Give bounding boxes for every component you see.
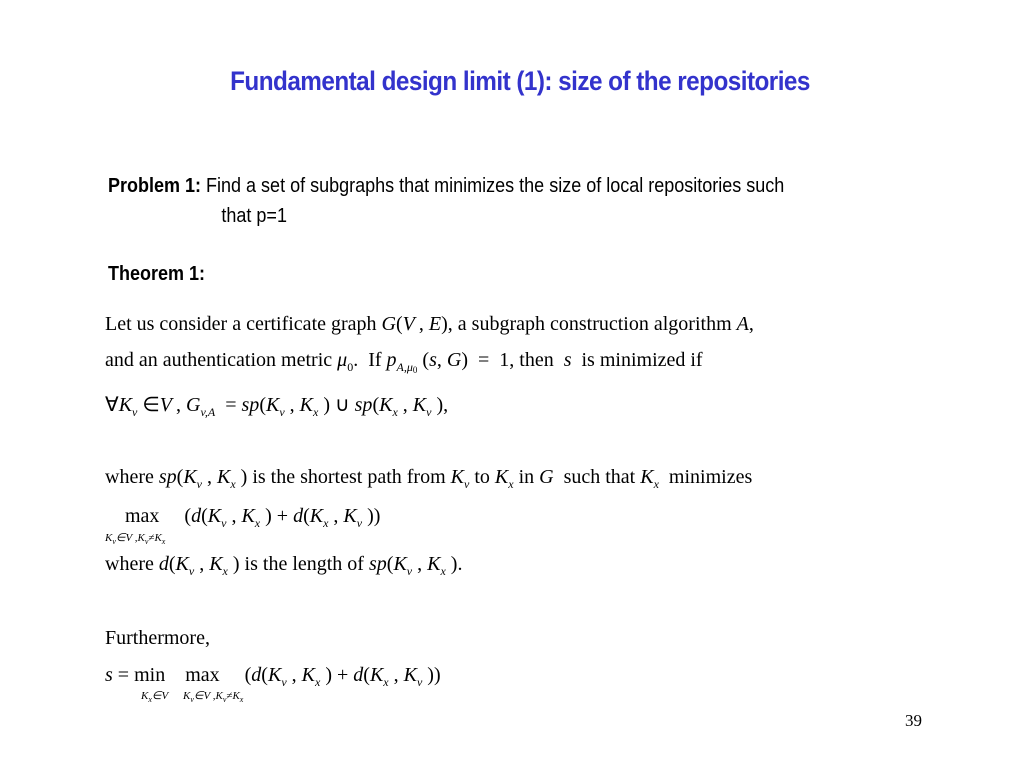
where-text: to bbox=[474, 466, 490, 488]
math-expression: G(V , E), bbox=[381, 313, 453, 335]
problem-label: Problem 1: bbox=[108, 175, 202, 197]
math-expression: $K_v$ bbox=[450, 466, 470, 491]
math-expression: $K_x$ bbox=[640, 466, 659, 491]
theorem-label: Theorem 1: bbox=[108, 263, 206, 285]
theorem-line-1 bbox=[105, 313, 754, 336]
math-expression: A, bbox=[736, 313, 754, 335]
theorem-text: If bbox=[368, 349, 382, 371]
math-expression: $d(K_v$ , $K_x$ ) bbox=[158, 553, 240, 578]
problem-text-line1: Find a set of subgraphs that minimizes the size of local repositories such bbox=[206, 175, 785, 197]
math-expression: G bbox=[539, 466, 554, 488]
math-expression: $sp(K_v$ , $K_x$ ) bbox=[158, 466, 248, 491]
min-subscript: $K_x\in V$ bbox=[141, 690, 169, 705]
theorem-text: Let us consider a certificate graph bbox=[105, 313, 377, 335]
final-formula bbox=[105, 664, 441, 690]
math-expression: $sp(K_v$ , $K_x$ ). bbox=[368, 553, 463, 578]
max-formula-1 bbox=[125, 505, 380, 531]
slide-title: Fundamental design limit (1): size of the repositories bbox=[230, 66, 810, 96]
where-line-2 bbox=[105, 553, 462, 579]
max-subscript-1: $K_v\in V$ $,K_v\ne K_x$ bbox=[105, 532, 166, 547]
math-expression: max ($d(K_v$ , $K_x$ ) + $d(K_x$ , $K_v$ )) bbox=[125, 505, 381, 530]
where-line-1 bbox=[105, 466, 752, 492]
math-expression: $\forall K_v$ ∈V , $G_{v,A} = sp(K_v$ , $K_x$ ) ∪ $sp(K_x$ , $K_v$ ), bbox=[105, 394, 449, 419]
where-text: such that bbox=[563, 466, 636, 488]
math-expression: $p_{A,\mu 0}$ (s, G) = bbox=[386, 349, 495, 375]
theorem-text: is minimized if bbox=[581, 349, 703, 371]
where-text: in bbox=[518, 466, 535, 488]
math-expression: $\mu_0$. bbox=[337, 349, 359, 374]
page-number: 39 bbox=[905, 711, 922, 730]
problem-text-line2: that p=1 bbox=[221, 205, 287, 227]
theorem-formula bbox=[105, 392, 448, 420]
where-text: where bbox=[105, 466, 154, 488]
theorem-text: and an authentication metric bbox=[105, 349, 333, 371]
math-expression: s = min max ($d(K_v$ , $K_x$ ) + $d(K_x$ , $K_v$ )) bbox=[105, 664, 441, 689]
theorem-text: a subgraph construction algorithm bbox=[457, 313, 732, 335]
furthermore-label: Furthermore, bbox=[105, 627, 210, 649]
math-expression: $K_x$ bbox=[494, 466, 514, 491]
math-expression: s bbox=[563, 349, 572, 371]
where-text: minimizes bbox=[668, 466, 753, 488]
problem-statement bbox=[108, 171, 828, 231]
theorem-text: 1, then bbox=[499, 349, 554, 371]
where-text: is the length of bbox=[244, 553, 364, 575]
where-text: is the shortest path from bbox=[252, 466, 446, 488]
theorem-line-2 bbox=[105, 349, 703, 375]
max-subscript-2: $K_v\in V$ $,K_v\ne K_x$ bbox=[183, 690, 244, 705]
where-text: where bbox=[105, 553, 154, 575]
